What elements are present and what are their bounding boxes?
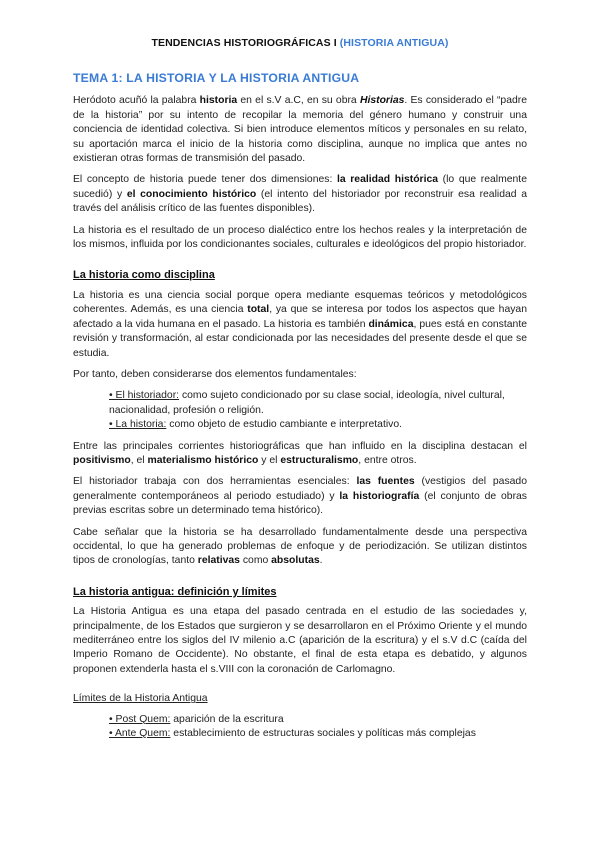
list-item-label: • Post Quem: (109, 713, 171, 725)
paragraph (73, 289, 527, 361)
bold-term: el conocimiento histórico (126, 188, 257, 200)
paragraph (73, 94, 527, 166)
list-item (109, 389, 527, 418)
text: , entre otros. (358, 454, 417, 466)
text: . (319, 555, 323, 567)
text: (vestigios del pasado generalmente contemporáneos al periodo estudiado) y (73, 476, 527, 502)
list-item-label: • La historia: (109, 419, 167, 431)
paragraph (73, 526, 527, 569)
text: y el (258, 454, 281, 466)
bold-term: absolutas (271, 555, 320, 567)
bold-term: relativas (197, 555, 240, 567)
list-item-label: • Ante Quem: (109, 728, 171, 740)
text: El concepto de historia puede tener dos dimensiones: (73, 174, 337, 186)
bullet-list (73, 713, 527, 742)
paragraph: La Historia Antigua es una etapa del pasado centrada en el estudio de las sociedades y, principalmente, de los Estados que surgieron y se desarrollaron en el Próximo Oriente y el mundo mediterráneo entre los siglos del IV milenio a.C (aparición de la escritura) y el s.V d.C (caída del Imperio Romano de Occidente). No obstante, el final de esta etapa es debatido, y algunos proponen extenderla hasta el s.VIII con la coronación de Carlomagno. (73, 606, 527, 675)
italic-term: Historias (359, 95, 405, 107)
subsection-title-limites: Límites de la Historia Antigua (73, 693, 208, 705)
list-item (109, 418, 527, 432)
list-item-label: • El historiador: (109, 390, 180, 402)
text: , el (130, 454, 148, 466)
bold-term: estructuralismo (280, 454, 359, 466)
bold-term: total (247, 304, 270, 316)
header-title: TENDENCIAS HISTORIOGRÁFICAS I (151, 37, 340, 49)
text: Entre las principales corrientes historiográficas que han influido en la disciplina destacan el (73, 440, 527, 452)
bold-term: la historiografía (339, 490, 420, 502)
list-item-text: aparición de la escritura (170, 713, 284, 725)
section-title-tema1: TEMA 1: LA HISTORIA Y LA HISTORIA ANTIGUA (73, 71, 360, 85)
list-item-text: establecimiento de estructuras sociales y políticas más complejas (170, 728, 476, 740)
list-item-text: como objeto de estudio cambiante e interpretativo. (166, 419, 403, 431)
paragraph: Por tanto, deben considerarse dos elementos fundamentales: (73, 368, 357, 380)
text: (el conjunto de obras previas escritas sobre un determinado tema histórico). (73, 490, 527, 517)
list-item-text: como sujeto condicionado por su clase social, ideología, nivel cultural, nacionalidad, profesión o religión. (109, 390, 505, 416)
bold-term: positivismo (73, 454, 131, 466)
bold-term: dinámica (368, 318, 414, 330)
section-title-historia-antigua: La historia antigua: definición y límites (73, 585, 277, 598)
paragraph: La historia es el resultado de un proceso dialéctico entre los hechos reales y la interpretación de los mismos, influida por los condicionantes sociales, culturales e ideológicos del propio historiador. (73, 224, 527, 251)
bold-term: las fuentes (356, 476, 415, 488)
text: en el s.V a.C, en su obra (237, 95, 360, 107)
bullet-list (73, 389, 527, 432)
section-title-disciplina: La historia como disciplina (73, 269, 215, 282)
page-header (0, 37, 600, 49)
bold-term: historia (199, 95, 238, 107)
text: , ya que se interesa por todos los aspectos que hayan afectado a la vida humana en el pasado. La historia es también (73, 304, 527, 330)
text: (lo que realmente sucedió) y (73, 174, 527, 200)
list-item (109, 727, 527, 741)
paragraph (73, 475, 527, 518)
text: , pues está en constante revisión y transformación, al estar condicionada por las necesidades del presente desde el que se estudia. (73, 318, 527, 359)
text: Heródoto acuñó la palabra (73, 95, 200, 107)
paragraph (73, 173, 527, 216)
text: (el intento del historiador por reconstruir esa realidad a través del análisis crítico de las fuentes disponibles). (73, 188, 527, 215)
header-title-accent: (HISTORIA ANTIGUA) (339, 37, 449, 49)
text: como (239, 555, 272, 567)
text: El historiador trabaja con dos herramientas esenciales: (73, 476, 357, 488)
document-body (73, 71, 527, 741)
paragraph (73, 440, 527, 469)
text: . Es considerado el “padre de la historia” por su intento de recopilar la memoria del género humano y construir una conciencia de identidad colectiva. Si bien introduce elementos míticos y personales en su relato, su aportación marca el inicio de la historia como disciplina, aunque no implica que antes no existieran otras formas de transmisión del pasado. (73, 95, 528, 165)
bold-term: la realidad histórica (336, 174, 439, 186)
list-item (109, 713, 527, 727)
text: La historia es una ciencia social porque opera mediante esquemas teóricos y metodológicos coherentes. Además, es una ciencia (73, 289, 527, 316)
text: Cabe señalar que la historia se ha desarrollado fundamentalmente desde una perspectiva occidental, lo que ha generado problemas de enfoque y de periodización. Se utilizan distintos tipos de cronologías, tanto (73, 526, 527, 567)
bold-term: materialismo histórico (147, 454, 259, 466)
